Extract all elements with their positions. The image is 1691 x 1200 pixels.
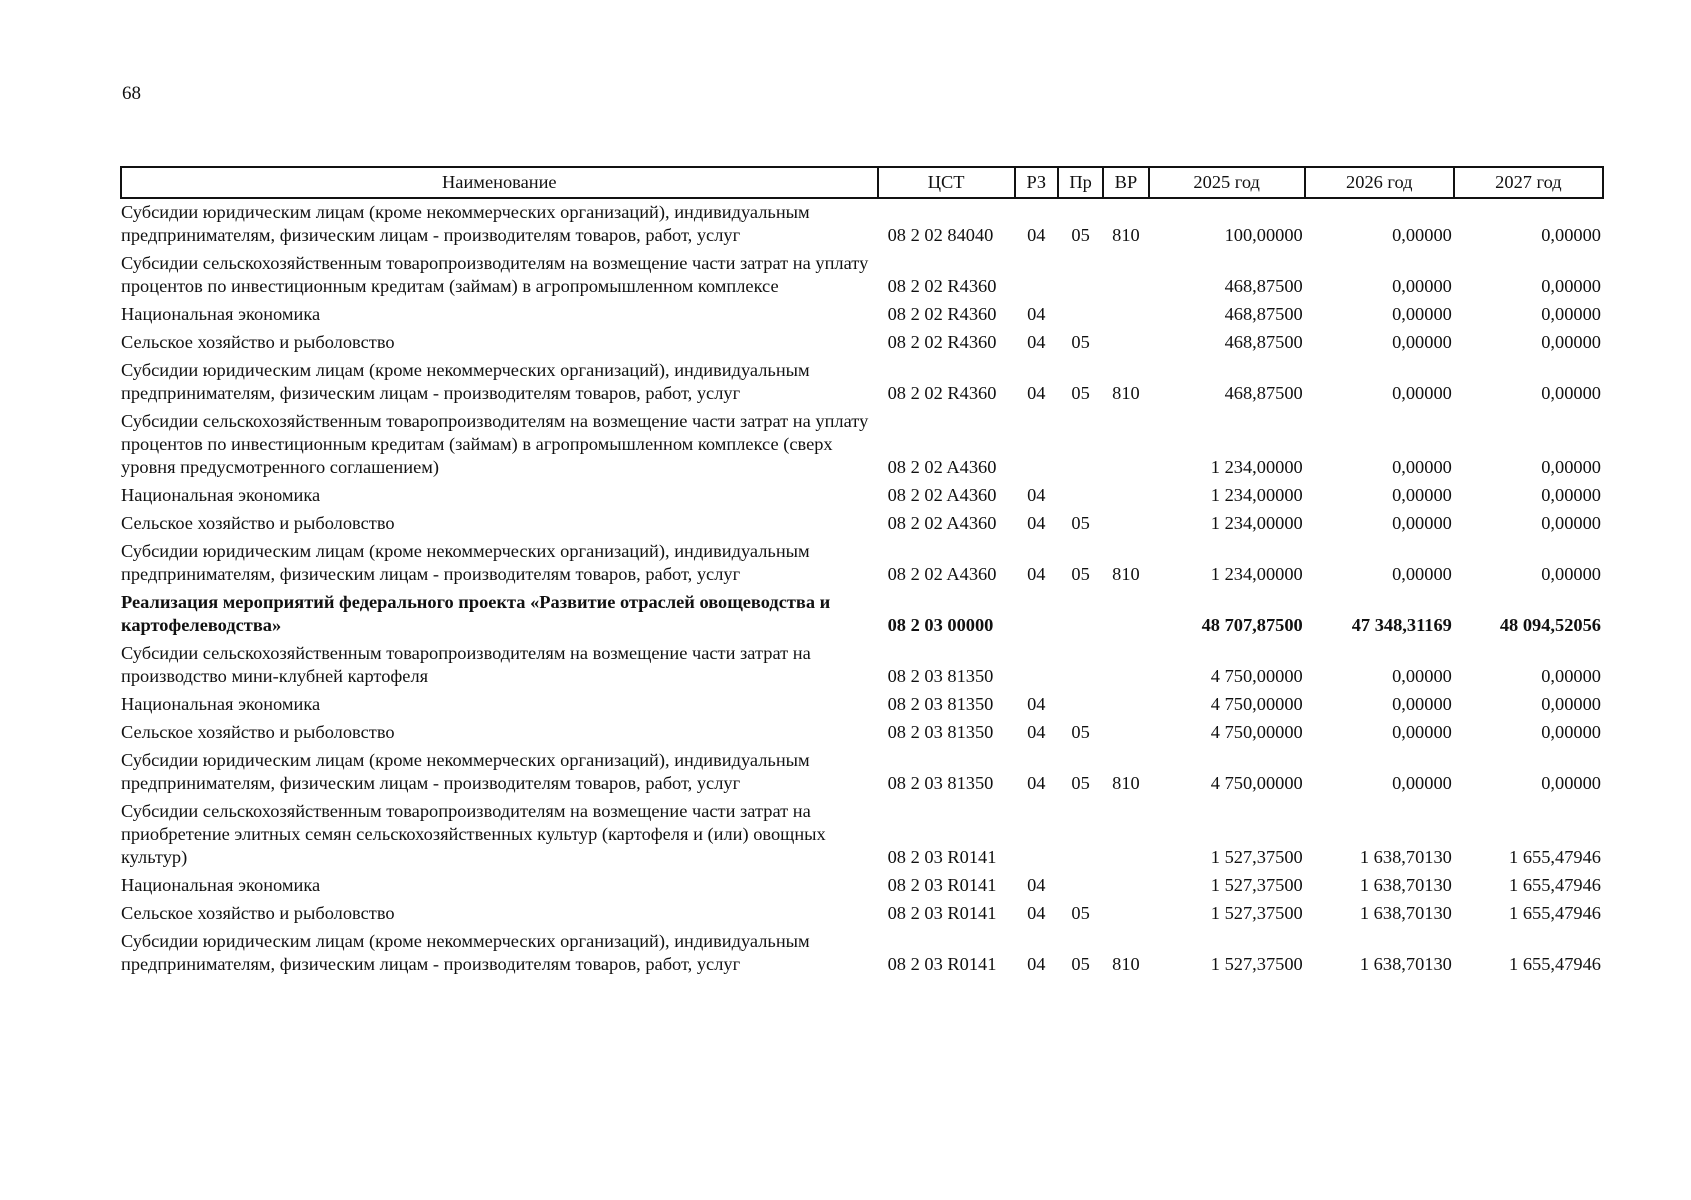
row-amount-2027: 0,00000: [1541, 457, 1601, 477]
row-rz: 04: [1027, 513, 1046, 533]
row-rz: 04: [1027, 225, 1046, 245]
row-pr: 05: [1071, 773, 1090, 793]
table-row: [121, 408, 1603, 482]
row-name: Субсидии сельскохозяйственным товаропроизводителям на возмещение части затрат на уплату процентов по инвестиционным кредитам (займам) в агропромышленном комплексе (сверх уровня предусмотренного соглашением): [121, 411, 869, 477]
row-amount-2026: 0,00000: [1392, 722, 1452, 742]
row-pr: 05: [1071, 513, 1090, 533]
row-rz: [1015, 408, 1058, 482]
row-rz: 04: [1027, 903, 1046, 923]
row-rz: [1015, 250, 1058, 301]
row-name: Сельское хозяйство и рыболовство: [121, 722, 395, 742]
table-row: [121, 589, 1603, 640]
table-row: [121, 872, 1603, 900]
row-vr: 810: [1112, 564, 1140, 584]
page-number: 68: [122, 83, 141, 104]
row-cst: 08 2 02 A4360: [887, 457, 997, 477]
table-row: [121, 640, 1603, 691]
row-amount-2025: 1 234,00000: [1210, 513, 1303, 533]
row-amount-2025: 468,87500: [1224, 332, 1303, 352]
row-amount-2026: 1 638,70130: [1359, 903, 1452, 923]
table-row: [121, 538, 1603, 589]
budget-table: [120, 166, 1604, 979]
row-vr: 810: [1112, 954, 1140, 974]
table-body: [121, 198, 1603, 979]
row-name: Реализация мероприятий федерального проекта «Развитие отраслей овощеводства и картофелеводства»: [121, 592, 831, 635]
row-vr: [1103, 301, 1148, 329]
row-vr: 810: [1112, 225, 1140, 245]
row-vr: [1103, 482, 1148, 510]
row-cst: 08 2 02 A4360: [887, 513, 997, 533]
row-cst: 08 2 02 84040: [887, 225, 994, 245]
row-amount-2026: 0,00000: [1392, 225, 1452, 245]
header-row: [121, 167, 1603, 198]
row-pr: 05: [1071, 903, 1090, 923]
row-name: Субсидии сельскохозяйственным товаропроизводителям на возмещение части затрат на производство мини-клубней картофеля: [121, 643, 811, 686]
row-amount-2025: 1 234,00000: [1210, 564, 1303, 584]
table-row: [121, 357, 1603, 408]
row-amount-2026: 0,00000: [1392, 383, 1452, 403]
header-pr: Пр: [1058, 167, 1103, 198]
row-amount-2025: 1 234,00000: [1210, 485, 1303, 505]
row-name: Сельское хозяйство и рыболовство: [121, 332, 395, 352]
row-amount-2025: 1 527,37500: [1210, 903, 1303, 923]
row-amount-2027: 0,00000: [1541, 722, 1601, 742]
table-row: [121, 798, 1603, 872]
row-vr: [1103, 872, 1148, 900]
table-row: [121, 510, 1603, 538]
row-amount-2025: 100,00000: [1224, 225, 1303, 245]
row-pr: 05: [1071, 225, 1090, 245]
row-amount-2025: 4 750,00000: [1210, 666, 1303, 686]
row-amount-2026: 1 638,70130: [1359, 954, 1452, 974]
row-pr: [1058, 640, 1103, 691]
row-cst: 08 2 03 81350: [887, 722, 994, 742]
row-amount-2025: 468,87500: [1224, 276, 1303, 296]
table-row: [121, 928, 1603, 979]
table-row: [121, 747, 1603, 798]
row-cst: 08 2 03 81350: [887, 694, 994, 714]
row-rz: [1015, 640, 1058, 691]
row-vr: [1103, 719, 1148, 747]
row-amount-2026: 0,00000: [1392, 457, 1452, 477]
row-amount-2027: 0,00000: [1541, 332, 1601, 352]
row-pr: 05: [1071, 332, 1090, 352]
row-amount-2027: 0,00000: [1541, 225, 1601, 245]
row-amount-2026: 1 638,70130: [1359, 875, 1452, 895]
row-name: Субсидии юридическим лицам (кроме некоммерческих организаций), индивидуальным предпринимателям, физическим лицам - производителям товаров, работ, услуг: [121, 202, 810, 245]
row-amount-2027: 0,00000: [1541, 564, 1601, 584]
row-name: Национальная экономика: [121, 485, 321, 505]
row-amount-2027: 1 655,47946: [1509, 903, 1601, 923]
row-rz: 04: [1027, 694, 1046, 714]
row-amount-2025: 1 234,00000: [1210, 457, 1303, 477]
row-pr: [1058, 798, 1103, 872]
row-cst: 08 2 02 R4360: [887, 383, 997, 403]
row-amount-2026: 0,00000: [1392, 304, 1452, 324]
row-cst: 08 2 02 A4360: [887, 564, 997, 584]
table-row: [121, 250, 1603, 301]
row-amount-2025: 48 707,87500: [1201, 615, 1303, 635]
row-vr: [1103, 798, 1148, 872]
row-amount-2026: 47 348,31169: [1351, 615, 1452, 635]
row-cst: 08 2 03 81350: [887, 666, 994, 686]
header-vr: ВР: [1103, 167, 1148, 198]
row-amount-2025: 1 527,37500: [1210, 954, 1303, 974]
row-vr: [1103, 691, 1148, 719]
row-rz: 04: [1027, 564, 1046, 584]
row-vr: [1103, 640, 1148, 691]
row-amount-2026: 0,00000: [1392, 773, 1452, 793]
row-pr: [1058, 589, 1103, 640]
row-pr: 05: [1071, 564, 1090, 584]
row-amount-2027: 0,00000: [1541, 666, 1601, 686]
row-rz: 04: [1027, 875, 1046, 895]
row-cst: 08 2 02 A4360: [887, 485, 997, 505]
row-amount-2026: 0,00000: [1392, 332, 1452, 352]
row-pr: 05: [1071, 722, 1090, 742]
table-row: [121, 329, 1603, 357]
row-rz: 04: [1027, 954, 1046, 974]
row-vr: [1103, 510, 1148, 538]
row-amount-2025: 4 750,00000: [1210, 722, 1303, 742]
row-pr: [1058, 691, 1103, 719]
row-cst: 08 2 03 00000: [887, 615, 994, 635]
header-name: Наименование: [121, 167, 878, 198]
row-name: Сельское хозяйство и рыболовство: [121, 903, 395, 923]
row-amount-2026: 0,00000: [1392, 694, 1452, 714]
header-2026: 2026 год: [1305, 167, 1454, 198]
row-name: Субсидии юридическим лицам (кроме некоммерческих организаций), индивидуальным предпринимателям, физическим лицам - производителям товаров, работ, услуг: [121, 541, 810, 584]
row-cst: 08 2 03 R0141: [887, 903, 997, 923]
row-name: Субсидии юридическим лицам (кроме некоммерческих организаций), индивидуальным предпринимателям, физическим лицам - производителям товаров, работ, услуг: [121, 931, 810, 974]
row-rz: [1015, 798, 1058, 872]
row-cst: 08 2 02 R4360: [887, 304, 997, 324]
row-amount-2027: 0,00000: [1541, 773, 1601, 793]
row-amount-2027: 0,00000: [1541, 304, 1601, 324]
row-amount-2027: 0,00000: [1541, 485, 1601, 505]
row-name: Национальная экономика: [121, 304, 321, 324]
row-amount-2025: 468,87500: [1224, 304, 1303, 324]
row-amount-2027: 0,00000: [1541, 383, 1601, 403]
row-name: Субсидии юридическим лицам (кроме некоммерческих организаций), индивидуальным предпринимателям, физическим лицам - производителям товаров, работ, услуг: [121, 360, 810, 403]
row-amount-2026: 0,00000: [1392, 513, 1452, 533]
row-cst: 08 2 02 R4360: [887, 276, 997, 296]
row-amount-2027: 0,00000: [1541, 694, 1601, 714]
row-cst: 08 2 03 R0141: [887, 875, 997, 895]
row-amount-2025: 468,87500: [1224, 383, 1303, 403]
row-cst: 08 2 02 R4360: [887, 332, 997, 352]
row-vr: 810: [1112, 773, 1140, 793]
row-name: Национальная экономика: [121, 694, 321, 714]
row-vr: 810: [1112, 383, 1140, 403]
row-name: Субсидии сельскохозяйственным товаропроизводителям на возмещение части затрат на приобретение элитных семян сельскохозяйственных культур (картофеля и (или) овощных культур): [121, 801, 826, 867]
row-cst: 08 2 03 81350: [887, 773, 994, 793]
row-pr: [1058, 872, 1103, 900]
table-row: [121, 900, 1603, 928]
row-amount-2027: 1 655,47946: [1509, 954, 1601, 974]
row-rz: 04: [1027, 383, 1046, 403]
row-amount-2026: 0,00000: [1392, 666, 1452, 686]
row-amount-2026: 0,00000: [1392, 485, 1452, 505]
header-2025: 2025 год: [1149, 167, 1305, 198]
row-rz: 04: [1027, 332, 1046, 352]
row-amount-2027: 0,00000: [1541, 276, 1601, 296]
row-vr: [1103, 408, 1148, 482]
header-cst: ЦСТ: [878, 167, 1015, 198]
row-amount-2027: 48 094,52056: [1499, 615, 1601, 635]
row-cst: 08 2 03 R0141: [887, 847, 997, 867]
row-amount-2026: 0,00000: [1392, 276, 1452, 296]
row-name: Сельское хозяйство и рыболовство: [121, 513, 395, 533]
row-amount-2025: 1 527,37500: [1210, 847, 1303, 867]
row-cst: 08 2 03 R0141: [887, 954, 997, 974]
row-pr: [1058, 250, 1103, 301]
row-name: Национальная экономика: [121, 875, 321, 895]
row-pr: [1058, 408, 1103, 482]
row-amount-2026: 0,00000: [1392, 564, 1452, 584]
row-vr: [1103, 900, 1148, 928]
table-row: [121, 719, 1603, 747]
row-vr: [1103, 589, 1148, 640]
row-vr: [1103, 329, 1148, 357]
row-pr: 05: [1071, 383, 1090, 403]
table-row: [121, 198, 1603, 250]
row-rz: 04: [1027, 722, 1046, 742]
row-rz: [1015, 589, 1058, 640]
row-name: Субсидии сельскохозяйственным товаропроизводителям на возмещение части затрат на уплату процентов по инвестиционным кредитам (займам) в агропромышленном комплексе: [121, 253, 869, 296]
row-amount-2025: 1 527,37500: [1210, 875, 1303, 895]
row-pr: 05: [1071, 954, 1090, 974]
row-vr: [1103, 250, 1148, 301]
row-name: Субсидии юридическим лицам (кроме некоммерческих организаций), индивидуальным предпринимателям, физическим лицам - производителям товаров, работ, услуг: [121, 750, 810, 793]
table-row: [121, 301, 1603, 329]
row-amount-2027: 1 655,47946: [1509, 875, 1601, 895]
header-2027: 2027 год: [1454, 167, 1603, 198]
row-amount-2025: 4 750,00000: [1210, 773, 1303, 793]
row-rz: 04: [1027, 485, 1046, 505]
table-row: [121, 482, 1603, 510]
row-pr: [1058, 482, 1103, 510]
row-amount-2026: 1 638,70130: [1359, 847, 1452, 867]
header-rz: РЗ: [1015, 167, 1058, 198]
row-amount-2027: 1 655,47946: [1509, 847, 1601, 867]
row-amount-2025: 4 750,00000: [1210, 694, 1303, 714]
row-pr: [1058, 301, 1103, 329]
row-rz: 04: [1027, 304, 1046, 324]
row-rz: 04: [1027, 773, 1046, 793]
table-row: [121, 691, 1603, 719]
row-amount-2027: 0,00000: [1541, 513, 1601, 533]
